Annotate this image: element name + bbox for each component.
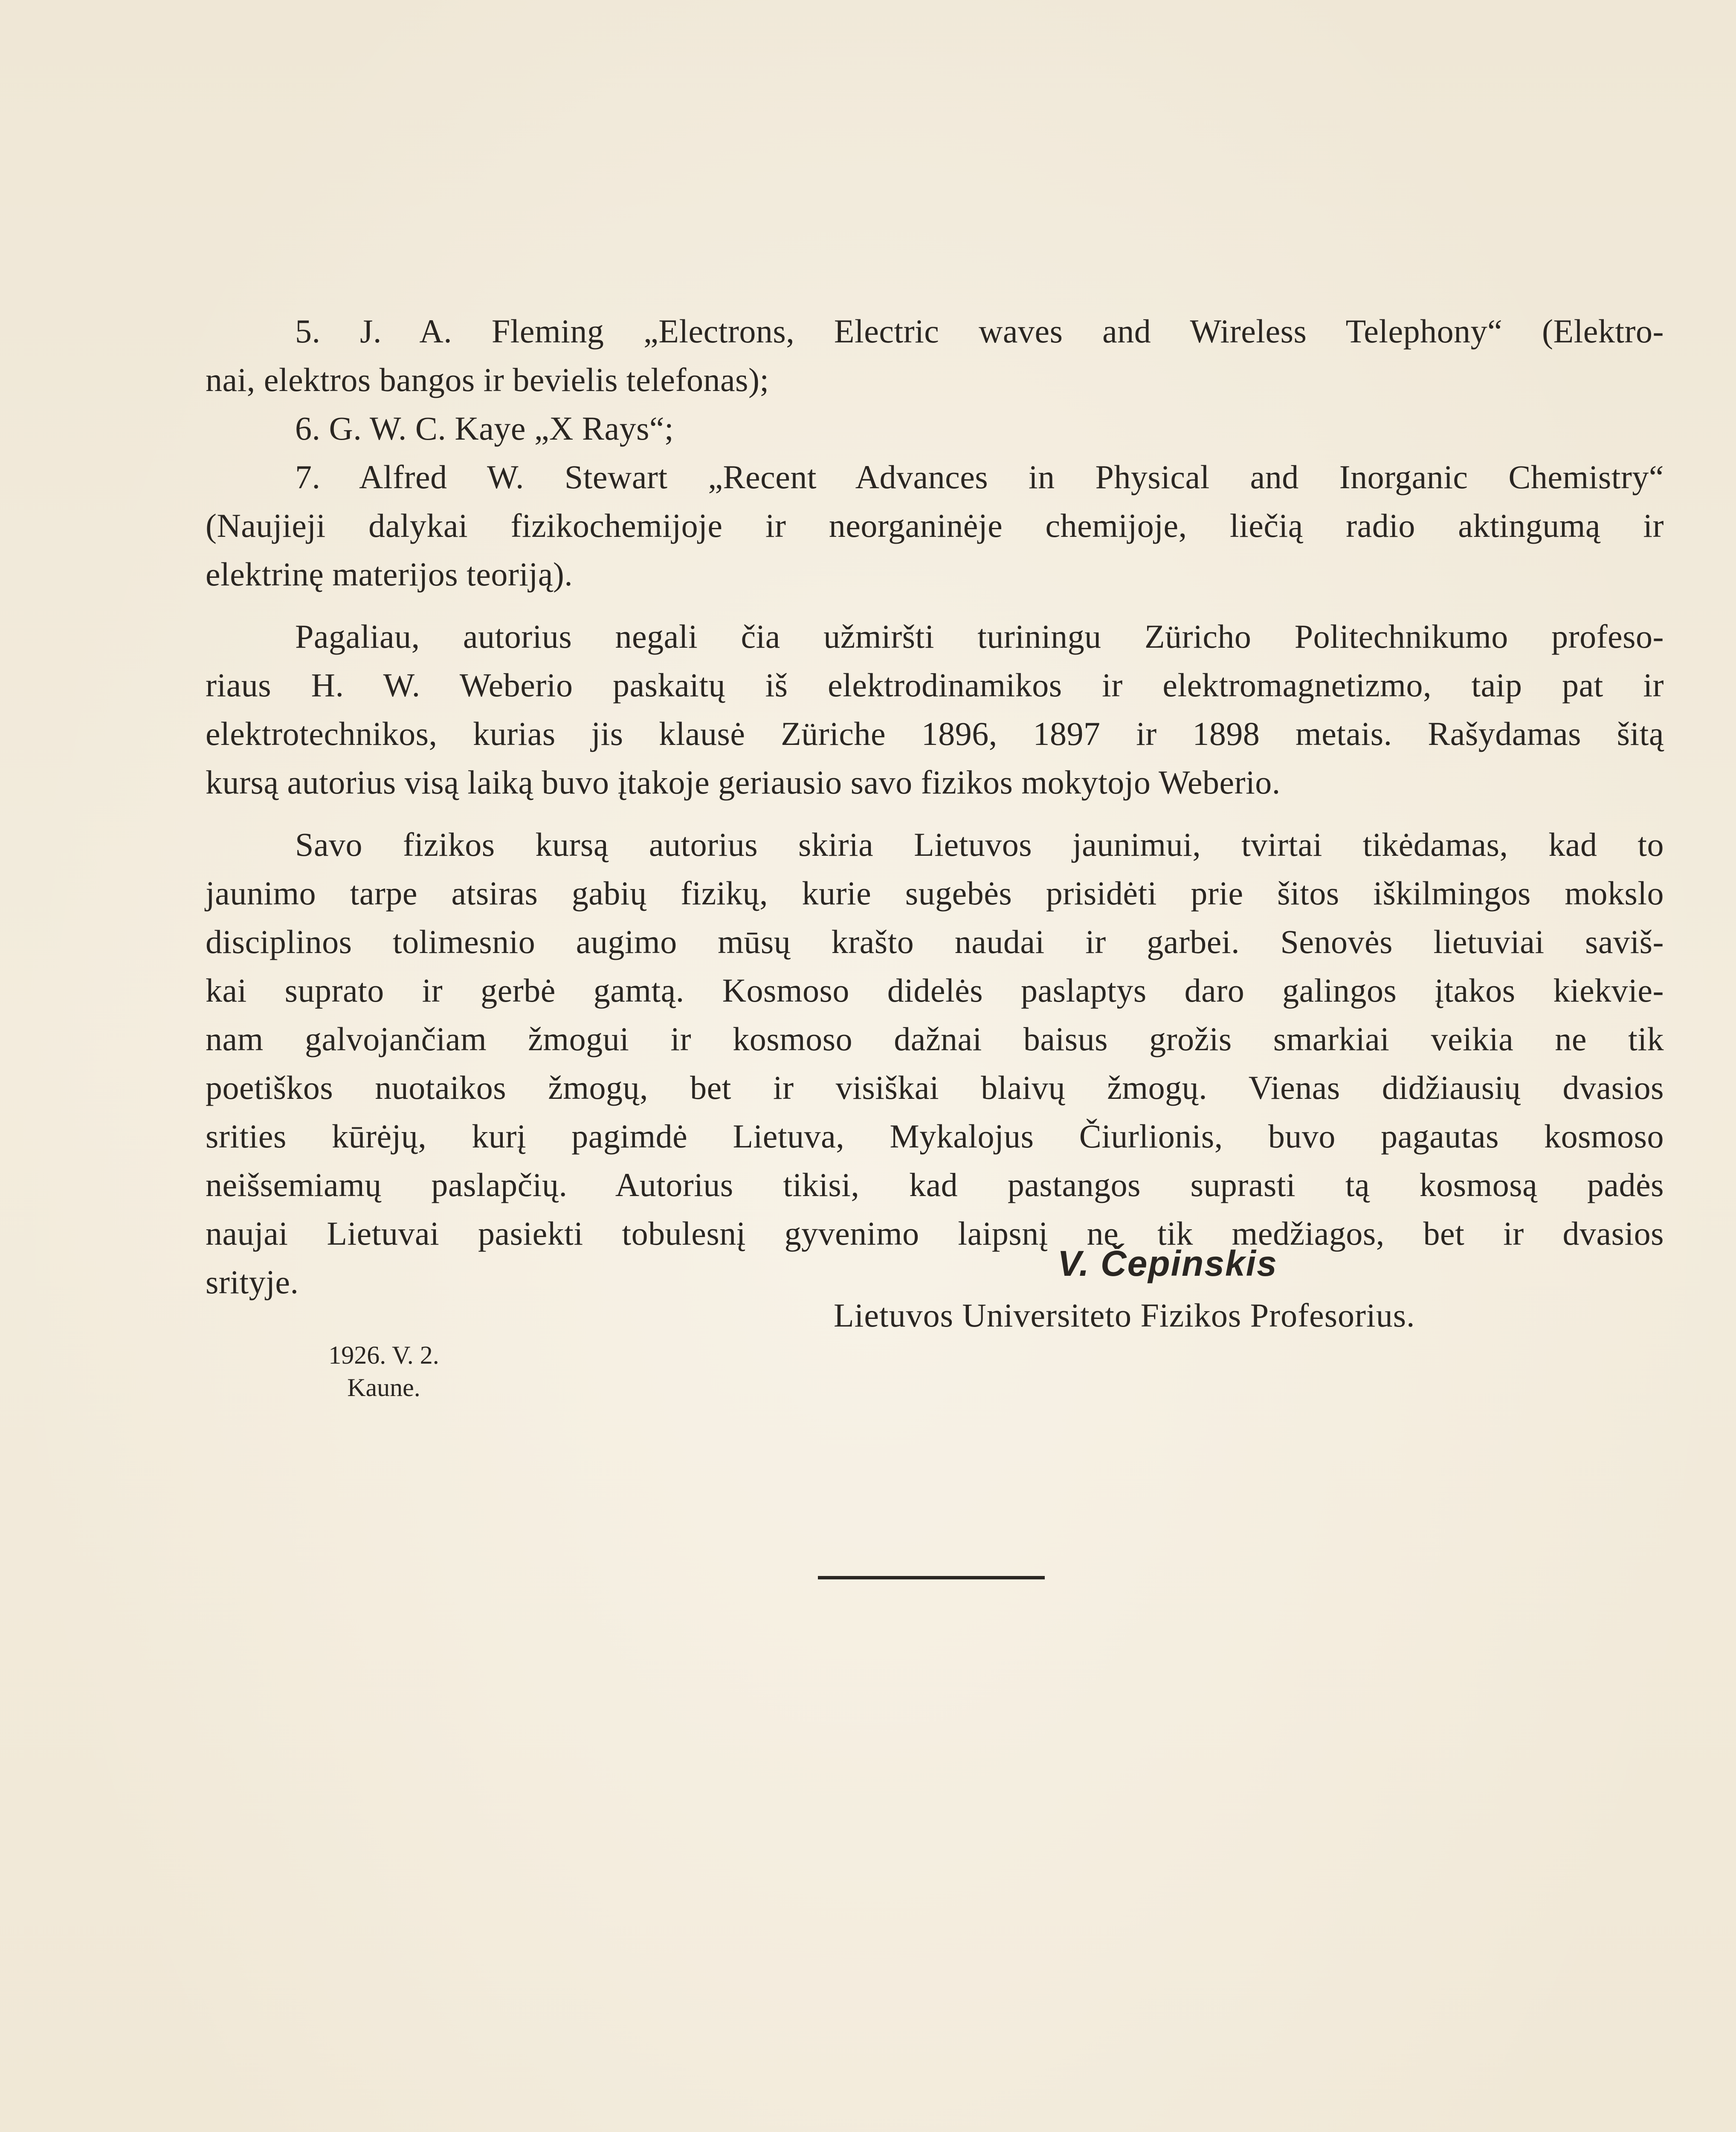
paragraph-2-line-9: naujai Lietuvai pasiekti tobulesnį gyvenimo laipsnį ne tik medžiagos, bet ir dvasios xyxy=(206,1215,1664,1252)
paragraph-2-line-2: jaunimo tarpe atsiras gabių fizikų, kurie sugebės prisidėti prie šitos iškilmingos mokslo xyxy=(206,875,1664,912)
dateline xyxy=(294,1339,473,1404)
author-title: Lietuvos Universiteto Fizikos Profesorius. xyxy=(834,1297,1415,1334)
dateline-place: Kaune. xyxy=(347,1373,420,1402)
paragraph-gap xyxy=(206,807,1664,820)
paragraph-1-line-2: riaus H. W. Weberio paskaitų iš elektrodinamikos ir elektromagnetizmo, taip pat ir xyxy=(206,666,1664,704)
paragraph-1-line-4: kursą autorius visą laiką buvo įtakoje geriausio savo fizikos mokytojo Weberio. xyxy=(206,764,1281,801)
paragraph-2-line-8: neišsemiamų paslapčių. Autorius tikisi, kad pastangos suprasti tą kosmosą padės xyxy=(206,1166,1664,1203)
paragraph-gap xyxy=(206,599,1664,612)
paragraph-2-line-10: srityje. xyxy=(206,1263,299,1301)
paragraph-2-line-3: disciplinos tolimesnio augimo mūsų krašto naudai ir garbei. Senovės lietuviai saviš- xyxy=(206,923,1664,960)
paragraph-2-line-5: nam galvojančiam žmogui ir kosmoso dažnai baisus grožis smarkiai veikia ne tik xyxy=(206,1020,1664,1057)
paragraph-2-line-6: poetiškos nuotaikos žmogų, bet ir visiškai blaivų žmogų. Vienas didžiausių dvasios xyxy=(206,1069,1664,1106)
paragraph-2-line-7: srities kūrėjų, kurį pagimdė Lietuva, Mykalojus Čiurlionis, buvo pagautas kosmoso xyxy=(206,1118,1664,1155)
closing-rule xyxy=(818,1576,1045,1579)
dateline-date: 1926. V. 2. xyxy=(328,1341,439,1369)
reference-5-line-2: nai, elektros bangos ir bevielis telefonas); xyxy=(206,361,769,398)
reference-5-line-1: 5. J. A. Fleming „Electrons, Electric waves and Wireless Telephony“ (Elektro- xyxy=(295,313,1664,350)
reference-7-line-3: elektrinę materijos teoriją). xyxy=(206,556,573,593)
reference-6: 6. G. W. C. Kaye „X Rays“; xyxy=(295,410,674,447)
reference-7-line-1: 7. Alfred W. Stewart „Recent Advances in Physical and Inorganic Chemistry“ xyxy=(295,458,1664,495)
paragraph-1-line-3: elektrotechnikos, kurias jis klausė Züriche 1896, 1897 ir 1898 metais. Rašydamas šitą xyxy=(206,715,1664,752)
paragraph-2-line-4: kai suprato ir gerbė gamtą. Kosmoso didelės paslaptys daro galingos įtakos kiekvie- xyxy=(206,972,1664,1009)
reference-7-line-2: (Naujieji dalykai fizikochemijoje ir neorganinėje chemijoje, liečią radio aktingumą ir xyxy=(206,507,1664,544)
author-signature: V. Čepinskis xyxy=(1058,1243,1278,1283)
body-text xyxy=(206,307,1664,1306)
paragraph-1-line-1: Pagaliau, autorius negali čia užmiršti turiningu Züricho Politechnikumo profeso- xyxy=(295,618,1664,655)
paragraph-2-line-1: Savo fizikos kursą autorius skiria Lietuvos jaunimui, tvirtai tikėdamas, kad to xyxy=(295,826,1664,863)
